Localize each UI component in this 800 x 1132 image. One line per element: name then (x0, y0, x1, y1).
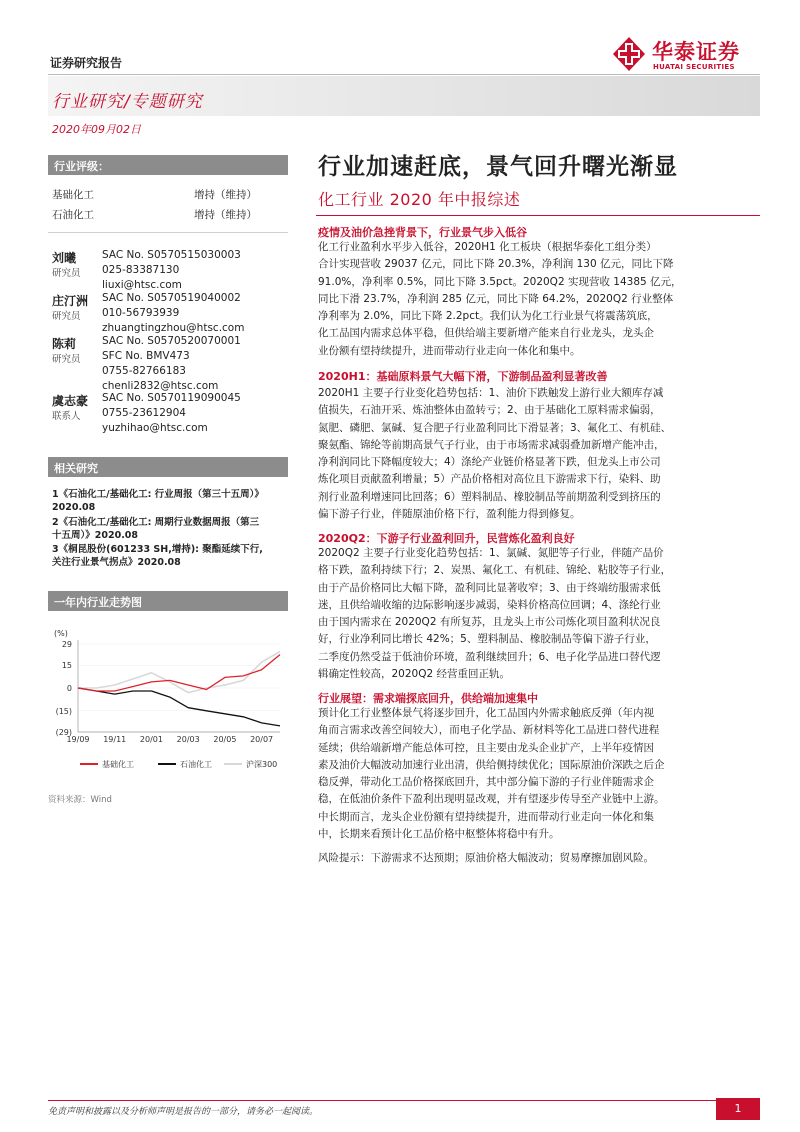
body-line: 角而言需求改善空间较大），而电子化学品、新材料等化工品进口替代进程 (318, 724, 660, 737)
body-line: 延续；供给端新增产能总体可控，且主要由龙头企业扩产，上半年疫情因 (318, 741, 654, 754)
analyst-email[interactable]: zhuangtingzhou@htsc.com (102, 322, 245, 334)
rating-value: 增持（维持） (194, 189, 257, 201)
body-line: 好，行业净利同比增长 42%；5、塑料制品、橡胶制品等偏下游子行业， (318, 633, 656, 646)
body-line: 2020H1 主要子行业变化趋势包括：1、油价下跌触发上游行业大额库存减 (318, 387, 664, 399)
body-line: 氮肥、磷肥、氯碱、复合肥子行业盈利同比下滑显著；3、氟化工、有机硅、 (318, 421, 672, 434)
analyst-name: 虞志豪 (52, 394, 89, 408)
body-line: 化工品国内需求总体平稳，但供给端主要新增产能来自行业龙头，龙头企 (318, 327, 654, 340)
rating-industry: 基础化工 (52, 189, 94, 201)
body-line: 辑确定性较高，2020Q2 经营重回正轨。 (318, 668, 511, 681)
analyst-phone: 0755-23612904 (102, 407, 186, 419)
analyst-sac: SAC No. S0570520070001 (102, 335, 241, 347)
section-body (318, 239, 766, 360)
huatai-logo-mark-icon (612, 36, 646, 72)
y-tick-label: 0 (66, 684, 72, 693)
section-body (318, 385, 766, 523)
sidebar-divider (48, 232, 288, 233)
body-line: 聚氨酯、锦纶等前期高景气子行业，由于市场需求减弱叠加新增产能冲击， (318, 438, 665, 451)
y-tick-label: 29 (61, 640, 72, 649)
analyst-role: 研究员 (52, 354, 81, 365)
report-title: 行业加速赶底，景气回升曙光渐显 (318, 154, 678, 180)
analyst-sac: SAC No. S0570515030003 (102, 249, 241, 261)
y-tick-label: (29) (55, 728, 72, 737)
body-line: 2020Q2 主要子行业变化趋势包括：1、氯碱、氮肥等子行业，伴随产品价 (318, 547, 664, 559)
analyst-sac: SAC No. S0570119090045 (102, 392, 241, 404)
y-tick-label: 15 (61, 661, 72, 671)
body-line: 二季度仍然受益于低油价环境，盈利继续回升；6、电子化学品进口替代逻 (318, 650, 661, 663)
x-tick-label: 20/03 (176, 735, 200, 744)
body-line: 值损失，石油开采、炼油整体由盈转亏；2、由于基础化工原料需求偏弱， (318, 404, 661, 417)
body-line: 由于产品价格同比大幅下降，盈利同比显著收窄；3、由于终端纺服需求低 (318, 581, 661, 594)
analyst-email[interactable]: liuxi@htsc.com (102, 279, 182, 291)
report-type-label: 证券研究报告 (50, 56, 123, 70)
risk-warning: 风险提示：下游需求不达预期；原油价格大幅波动；贸易摩擦加剧风险。 (318, 852, 654, 864)
analyst-phone: 025-83387130 (102, 264, 180, 276)
analyst-role: 研究员 (52, 268, 81, 279)
rating-industry: 石油化工 (52, 209, 94, 221)
analyst-phone: 010-56793939 (102, 307, 180, 319)
body-line: 化工行业盈利水平步入低谷，2020H1 化工板块（根据华泰化工组分类） (318, 241, 657, 253)
body-line: 中，长期来看预计化工品价格中枢整体将稳中有升。 (318, 828, 560, 841)
related-report-item[interactable] (52, 488, 288, 514)
x-tick-label: 20/07 (250, 735, 274, 744)
series-line-petro-chem (78, 688, 280, 726)
related-report-title: 1《石油化工/基础化工: 行业周报（第三十五周）》 (52, 489, 264, 500)
body-line: 稳反弹，带动化工品价格探底回升，其中部分偏下游的子行业伴随需求企 (318, 776, 654, 789)
logo-chinese-name: 华泰证券 (652, 40, 740, 64)
related-report-date: 2020.08 (52, 502, 96, 513)
x-tick-label: 20/05 (213, 735, 237, 744)
report-date: 2020年09月02日 (52, 123, 141, 136)
body-line: 由于国内需求在 2020Q2 有所复苏，且龙头上市公司炼化项目盈利状况良 (318, 616, 661, 629)
rating-heading: 行业评级： (48, 155, 288, 175)
x-tick-label: 20/01 (139, 735, 163, 744)
analyst-email[interactable]: chenli2832@htsc.com (102, 380, 219, 392)
section-body (318, 705, 766, 843)
analyst-name: 刘曦 (52, 251, 77, 265)
section-body (318, 545, 766, 683)
related-report-item[interactable] (52, 516, 288, 542)
series-line-csi300 (78, 652, 280, 693)
logo-english-name: HUATAI SECURITIES (653, 63, 735, 71)
header-rule (48, 74, 760, 75)
body-line: 同比下滑 23.7%，净利润 285 亿元，同比下降 64.2%，2020Q2 行业整体 (318, 292, 674, 305)
body-line: 业份额有望持续提升，进而带动行业走向一体化和集中。 (318, 344, 581, 357)
rating-value: 增持（维持） (194, 209, 257, 221)
x-tick-label: 19/09 (66, 735, 90, 744)
footer-rule (48, 1100, 760, 1101)
analyst-role: 联系人 (52, 411, 81, 422)
analyst-sfc: SFC No. BMV473 (102, 350, 190, 362)
legend-label: 石油化工 (180, 760, 212, 769)
report-subtitle: 化工行业 2020 年中报综述 (318, 190, 521, 209)
rating-row (52, 207, 282, 222)
body-line: 稳，在低油价条件下盈利出现明显改观，并有望逐步传导至产业链中上游。 (318, 793, 665, 806)
analyst-phone: 0755-82766183 (102, 365, 186, 377)
body-line: 91.0%，净利率 0.5%，同比下降 3.5pct。2020Q2 实现营收 14385 亿元， (318, 275, 682, 288)
industry-trend-chart (48, 618, 288, 788)
related-report-date: 关注行业景气拐点》2020.08 (52, 557, 181, 568)
body-line: 剂行业盈利增速同比回落；6）塑料制品、橡胶制品等前期盈利受到挤压的 (318, 490, 661, 503)
y-tick-label: (15) (55, 706, 72, 716)
analyst-sac: SAC No. S0570519040002 (102, 292, 241, 304)
body-line: 预计化工行业整体景气将逐步回升，化工品国内外需求触底反弹（年内视 (318, 707, 654, 719)
analyst-role: 研究员 (52, 311, 81, 322)
page-number: 1 (716, 1098, 760, 1120)
body-line: 中长期而言，龙头企业份额有望持续提升，进而带动行业走向一体化和集 (318, 810, 654, 823)
body-line: 迷，且供给端收缩的边际影响逐步减弱，染料价格高位回调；4、涤纶行业 (318, 598, 661, 611)
trend-chart-svg (48, 618, 288, 788)
related-report-title: 3《桐昆股份(601233 SH,增持): 聚酯延续下行, (52, 544, 263, 555)
related-report-title: 2《石油化工/基础化工: 周期行业数据周报（第三 (52, 517, 260, 528)
body-line: 合计实现营收 29037 亿元，同比下降 20.3%，净利润 130 亿元，同比下降 (318, 258, 674, 271)
section-heading: 疫情及油价急挫背景下，行业景气步入低谷 (318, 226, 527, 239)
body-line: 素及油价大幅波动加速行业出清，供给侧持续优化；国际原油价深跌之后企 (318, 758, 665, 771)
section-heading: 2020H1：基础原料景气大幅下滑，下游制品盈利显著改善 (318, 370, 608, 383)
report-category: 行业研究/专题研究 (52, 92, 203, 112)
legend-label: 沪深300 (246, 760, 278, 769)
related-research-heading: 相关研究 (48, 457, 288, 477)
section-heading: 行业展望：需求端探底回升，供给端加速集中 (318, 692, 538, 705)
legend-label: 基础化工 (102, 760, 134, 769)
y-axis-unit-label: (%) (54, 629, 68, 638)
related-report-date: 十五周）》2020.08 (52, 530, 139, 541)
body-line: 净利润同比下降幅度较大；4）涤纶产业链价格显著下跌，但龙头上市公司 (318, 456, 661, 469)
analyst-name: 庄汀洲 (52, 294, 89, 308)
body-line: 净利率为 2.0%，同比下降 2.2pct。我们认为化工行业景气将震荡筑底， (318, 310, 658, 323)
chart-source: 资料来源：Wind (48, 795, 112, 805)
analyst-name: 陈莉 (52, 337, 77, 351)
analyst-email[interactable]: yuzhihao@htsc.com (102, 422, 208, 434)
section-heading: 2020Q2：下游子行业盈利回升，民营炼化盈利良好 (318, 532, 575, 545)
body-line: 格下跌，盈利持续下行；2、炭黑、氟化工、有机硅、锦纶、粘胶等子行业， (318, 564, 672, 577)
disclaimer-note: 免责声明和披露以及分析师声明是报告的一部分，请务必一起阅读。 (48, 1107, 319, 1117)
chart-heading: 一年内行业走势图 (48, 591, 288, 611)
rating-row (52, 187, 282, 202)
title-rule (316, 215, 760, 216)
body-line: 炼化项目贡献盈利增量；5）产品价格相对高位且下游需求下行，染料、助 (318, 473, 661, 486)
related-report-item[interactable] (52, 543, 288, 569)
body-line: 偏下游子行业，伴随原油价格下行，盈利能力得到修复。 (318, 508, 581, 521)
x-tick-label: 19/11 (103, 735, 127, 744)
